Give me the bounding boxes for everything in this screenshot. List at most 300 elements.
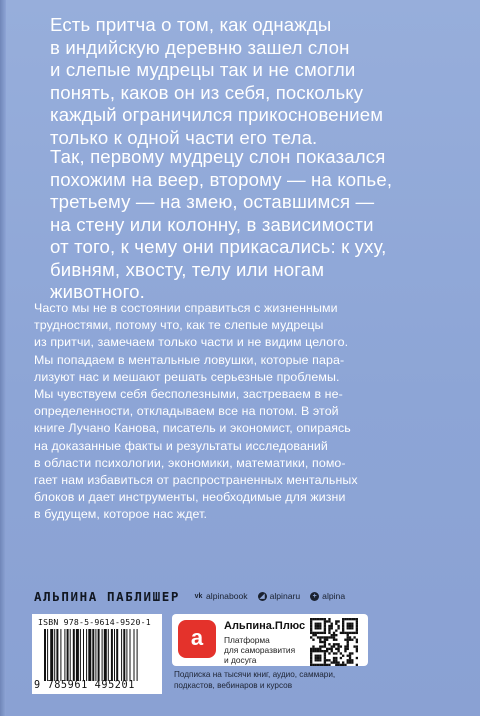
- qr-module: [317, 648, 319, 650]
- barcode-bar: [83, 629, 84, 681]
- barcode-bar: [121, 629, 122, 681]
- text-line: понять, каков он из себя, поскольку: [50, 81, 364, 103]
- qr-module: [333, 652, 335, 654]
- social-alpina: [310, 591, 345, 601]
- qr-module: [333, 643, 335, 645]
- qr-module: [321, 618, 323, 620]
- social-telegram: [258, 591, 301, 601]
- qr-module: [310, 636, 312, 638]
- qr-module: [315, 627, 317, 629]
- qr-module: [315, 655, 317, 657]
- qr-module: [324, 629, 326, 631]
- qr-module: [315, 623, 317, 625]
- text-line: гает нам избавиться от распространенных ментальных: [34, 473, 358, 488]
- qr-module: [331, 648, 333, 650]
- qr-module: [344, 650, 346, 652]
- qr-module: [356, 632, 358, 634]
- qr-module: [328, 629, 330, 631]
- qr-module: [356, 650, 358, 652]
- qr-module: [335, 629, 337, 631]
- text-line: Есть притча о том, как однажды: [50, 14, 332, 35]
- qr-module: [347, 625, 349, 627]
- qr-module: [337, 664, 339, 666]
- barcode-box: [32, 614, 162, 694]
- qr-module: [331, 636, 333, 638]
- qr-module: [349, 657, 351, 659]
- qr-module: [353, 618, 355, 620]
- qr-module: [326, 639, 328, 641]
- qr-module: [347, 655, 349, 657]
- qr-module: [337, 645, 339, 647]
- qr-module: [326, 620, 328, 622]
- telegram-icon: ◢: [259, 592, 265, 600]
- qr-module: [312, 618, 314, 620]
- qr-module: [324, 643, 326, 645]
- qr-module: [317, 657, 319, 659]
- qr-module: [328, 664, 330, 666]
- barcode-bar: [76, 629, 79, 681]
- qr-module: [315, 625, 317, 627]
- qr-module: [353, 636, 355, 638]
- qr-module: [337, 643, 339, 645]
- text-line: на стену или колонну, в зависимости: [50, 213, 374, 235]
- text-line: и слепые мудрецы так и не смогли: [50, 59, 356, 80]
- text-line: Мы попадаем в ментальные ловушки, которые пара-: [34, 352, 345, 367]
- qr-module: [335, 661, 337, 663]
- qr-module: [351, 661, 353, 663]
- qr-module: [315, 664, 317, 666]
- qr-module: [335, 652, 337, 654]
- qr-module: [324, 627, 326, 629]
- social-vk: [194, 591, 248, 601]
- qr-module: [319, 618, 321, 620]
- qr-module: [331, 645, 333, 647]
- social-telegram-label: alpinaru: [269, 591, 301, 601]
- qr-module: [356, 623, 358, 625]
- barcode-bar: [56, 629, 58, 681]
- qr-module: [324, 664, 326, 666]
- qr-module: [324, 623, 326, 625]
- qr-module: [324, 632, 326, 634]
- qr-module: [312, 650, 314, 652]
- vk-icon: vk: [194, 592, 203, 600]
- qr-module: [356, 648, 358, 650]
- qr-module: [317, 664, 319, 666]
- qr-module: [310, 657, 312, 659]
- qr-module: [356, 618, 358, 620]
- alpina-plus-logo-icon: a: [178, 620, 216, 658]
- promo-subtitle: Платформа для саморазвития и досуга: [224, 635, 296, 665]
- barcode-bar: [64, 629, 65, 681]
- qr-module: [342, 664, 344, 666]
- qr-module: [319, 641, 321, 643]
- qr-module: [340, 645, 342, 647]
- qr-module: [356, 639, 358, 641]
- parable-paragraph-2: [50, 146, 460, 304]
- qr-module: [333, 634, 335, 636]
- barcode-bar: [73, 629, 75, 681]
- isbn-text: ISBN 978-5-9614-9520-1: [38, 617, 151, 627]
- qr-module: [321, 645, 323, 647]
- qr-module: [349, 659, 351, 661]
- barcode-bar: [116, 629, 118, 681]
- qr-module: [337, 661, 339, 663]
- qr-module: [310, 659, 312, 661]
- qr-module: [331, 623, 333, 625]
- qr-module: [324, 657, 326, 659]
- qr-module: [353, 632, 355, 634]
- qr-module: [342, 629, 344, 631]
- qr-module: [317, 659, 319, 661]
- barcode-bar: [80, 629, 81, 681]
- qr-module: [317, 632, 319, 634]
- qr-code-icon: [310, 618, 358, 666]
- qr-module: [356, 657, 358, 659]
- qr-module: [319, 657, 321, 659]
- qr-module: [317, 636, 319, 638]
- text-line: трудностями, потому что, как те слепые мудрецы: [34, 318, 324, 333]
- qr-module: [342, 625, 344, 627]
- qr-module: [337, 625, 339, 627]
- qr-module: [347, 648, 349, 650]
- qr-module: [342, 620, 344, 622]
- qr-module: [342, 661, 344, 663]
- text-line: из притчи, замечаем только части и не видим целого.: [34, 335, 349, 350]
- qr-module: [356, 625, 358, 627]
- qr-module: [347, 639, 349, 641]
- social-vk-label: alpinabook: [206, 591, 248, 601]
- qr-module: [335, 620, 337, 622]
- barcode-bar: [123, 629, 125, 681]
- qr-module: [326, 650, 328, 652]
- qr-module: [328, 648, 330, 650]
- barcode-bar: [95, 629, 96, 681]
- qr-module: [356, 629, 358, 631]
- text-line: в индийскую деревню зашел слон: [50, 36, 350, 58]
- qr-module: [351, 627, 353, 629]
- barcode-bar: [137, 629, 138, 681]
- barcode-bar: [102, 629, 103, 681]
- qr-module: [347, 659, 349, 661]
- qr-module: [312, 664, 314, 666]
- barcode-bar: [86, 629, 87, 681]
- qr-module: [319, 650, 321, 652]
- qr-module: [324, 620, 326, 622]
- plus-icon: +: [310, 592, 319, 601]
- qr-module: [337, 627, 339, 629]
- qr-module: [324, 659, 326, 661]
- qr-module: [344, 664, 346, 666]
- qr-module: [310, 648, 312, 650]
- qr-module: [315, 618, 317, 620]
- text-line: лизуют нас и мешают решать серьезные проблемы.: [34, 369, 340, 384]
- qr-module: [340, 632, 342, 634]
- qr-module: [319, 645, 321, 647]
- qr-module: [342, 618, 344, 620]
- text-line: от того, к чему они прикасались: к уху,: [50, 236, 387, 257]
- qr-module: [324, 655, 326, 657]
- qr-module: [335, 659, 337, 661]
- text-line: определенности, откладываем все на потом. В этой: [34, 404, 339, 419]
- barcode-bar: [54, 629, 55, 681]
- qr-module: [333, 639, 335, 641]
- qr-module: [326, 648, 328, 650]
- qr-module: [349, 655, 351, 657]
- barcode-bar: [98, 629, 100, 681]
- text-line: в области психологии, экономики, математики, помо-: [34, 455, 346, 470]
- qr-module: [326, 664, 328, 666]
- qr-module: [333, 659, 335, 661]
- qr-module: [315, 650, 317, 652]
- qr-module: [333, 657, 335, 659]
- qr-module: [319, 632, 321, 634]
- qr-module: [344, 645, 346, 647]
- qr-module: [342, 623, 344, 625]
- qr-module: [310, 632, 312, 634]
- qr-module: [310, 620, 312, 622]
- qr-module: [310, 655, 312, 657]
- qr-module: [328, 652, 330, 654]
- text-line: третьему — на змею, оставшимся —: [50, 191, 375, 212]
- promo-caption: Подписка на тысячи книг, аудио, саммари, подкастов, вебинаров и курсов: [174, 670, 336, 690]
- qr-module: [351, 632, 353, 634]
- qr-module: [315, 634, 317, 636]
- qr-module: [324, 618, 326, 620]
- barcode-bar: [88, 629, 91, 681]
- text-line: Мы чувствуем себя бесполезными, застреваем в не-: [34, 387, 343, 402]
- qr-module: [331, 625, 333, 627]
- qr-module: [319, 627, 321, 629]
- qr-module: [324, 645, 326, 647]
- qr-module: [331, 634, 333, 636]
- text-line: книге Лучано Канова, писатель и экономист, опираясь: [34, 421, 351, 436]
- ean-text: 9 785961 495201: [34, 680, 136, 691]
- qr-module: [342, 655, 344, 657]
- qr-module: [319, 655, 321, 657]
- spine-edge: [0, 0, 6, 716]
- qr-module: [324, 641, 326, 643]
- qr-module: [337, 650, 339, 652]
- qr-module: [317, 625, 319, 627]
- qr-module: [319, 623, 321, 625]
- qr-module: [324, 639, 326, 641]
- text-line: блоков и дает инструменты, необходимые для жизни: [34, 490, 346, 505]
- qr-module: [328, 632, 330, 634]
- qr-module: [321, 636, 323, 638]
- text-line: бивням, хвосту, телу или ногам: [50, 258, 325, 280]
- qr-module: [317, 618, 319, 620]
- qr-module: [347, 636, 349, 638]
- qr-module: [326, 636, 328, 638]
- qr-module: [328, 627, 330, 629]
- qr-module: [315, 648, 317, 650]
- barcode-bar: [47, 629, 48, 681]
- qr-module: [326, 659, 328, 661]
- qr-module: [315, 659, 317, 661]
- qr-module: [312, 645, 314, 647]
- barcode-bar: [67, 629, 69, 681]
- qr-module: [337, 648, 339, 650]
- qr-module: [349, 632, 351, 634]
- qr-module: [349, 636, 351, 638]
- qr-module: [324, 652, 326, 654]
- qr-module: [319, 625, 321, 627]
- qr-module: [349, 639, 351, 641]
- qr-module: [331, 661, 333, 663]
- qr-module: [312, 632, 314, 634]
- qr-module: [310, 650, 312, 652]
- qr-module: [333, 632, 335, 634]
- qr-module: [351, 659, 353, 661]
- qr-module: [347, 634, 349, 636]
- qr-module: [321, 664, 323, 666]
- qr-module: [342, 632, 344, 634]
- qr-module: [333, 661, 335, 663]
- barcode-bar: [134, 629, 135, 681]
- qr-module: [312, 639, 314, 641]
- qr-module: [324, 625, 326, 627]
- qr-module: [356, 641, 358, 643]
- qr-module: [342, 627, 344, 629]
- qr-module: [349, 623, 351, 625]
- text-line: животного.: [50, 281, 145, 302]
- social-alpina-label: alpina: [322, 591, 346, 601]
- qr-module: [321, 641, 323, 643]
- qr-module: [310, 664, 312, 666]
- qr-module: [349, 627, 351, 629]
- description-paragraph: [34, 300, 450, 524]
- qr-module: [347, 645, 349, 647]
- qr-module: [333, 645, 335, 647]
- qr-module: [335, 643, 337, 645]
- qr-module: [312, 634, 314, 636]
- qr-module: [310, 618, 312, 620]
- promo-title: Альпина.Плюс: [224, 620, 306, 632]
- qr-module: [340, 652, 342, 654]
- qr-module: [340, 657, 342, 659]
- qr-module: [310, 627, 312, 629]
- qr-module: [324, 636, 326, 638]
- qr-module: [310, 652, 312, 654]
- text-line: похожим на веер, второму — на копье,: [50, 168, 393, 190]
- qr-module: [349, 625, 351, 627]
- qr-module: [328, 618, 330, 620]
- qr-module: [351, 623, 353, 625]
- barcode-bar: [50, 629, 53, 681]
- barcode-bar: [108, 629, 109, 681]
- text-line: в будущем, которое нас ждет.: [34, 507, 208, 522]
- qr-module: [324, 650, 326, 652]
- qr-module: [310, 661, 312, 663]
- barcode-bars: [44, 629, 150, 681]
- qr-module: [351, 639, 353, 641]
- barcode-bar: [111, 629, 113, 681]
- qr-module: [349, 618, 351, 620]
- qr-module: [319, 659, 321, 661]
- qr-module: [328, 659, 330, 661]
- qr-module: [328, 625, 330, 627]
- qr-module: [351, 652, 353, 654]
- qr-module: [347, 643, 349, 645]
- text-line: только к одной части его тела.: [50, 126, 318, 148]
- qr-module: [319, 648, 321, 650]
- qr-module: [356, 664, 358, 666]
- barcode-bar: [60, 629, 61, 681]
- qr-module: [319, 639, 321, 641]
- qr-module: [349, 661, 351, 663]
- qr-module: [340, 664, 342, 666]
- barcode-bar: [92, 629, 94, 681]
- qr-module: [328, 643, 330, 645]
- qr-module: [349, 652, 351, 654]
- qr-module: [347, 661, 349, 663]
- qr-module: [335, 623, 337, 625]
- qr-module: [315, 632, 317, 634]
- qr-module: [321, 650, 323, 652]
- qr-module: [335, 639, 337, 641]
- barcode-bar: [104, 629, 107, 681]
- text-line: на доказанные факты и результаты исследований: [34, 438, 328, 453]
- qr-module: [315, 657, 317, 659]
- qr-module: [319, 664, 321, 666]
- qr-module: [331, 650, 333, 652]
- qr-module: [331, 627, 333, 629]
- parable-paragraph-1: [50, 14, 460, 149]
- qr-module: [356, 645, 358, 647]
- qr-module: [317, 627, 319, 629]
- publisher-row: [34, 588, 454, 604]
- text-line: Так, первому мудрецу слон показался: [50, 146, 386, 167]
- qr-module: [324, 661, 326, 663]
- barcode-bar: [70, 629, 71, 681]
- qr-module: [335, 657, 337, 659]
- qr-module: [356, 620, 358, 622]
- qr-module: [319, 636, 321, 638]
- barcode-bar: [130, 629, 131, 681]
- qr-module: [347, 627, 349, 629]
- qr-module: [321, 632, 323, 634]
- qr-module: [356, 627, 358, 629]
- qr-module: [312, 648, 314, 650]
- qr-module: [337, 620, 339, 622]
- qr-module: [351, 625, 353, 627]
- qr-module: [344, 639, 346, 641]
- qr-module: [335, 664, 337, 666]
- barcode-bar: [126, 629, 127, 681]
- qr-module: [328, 620, 330, 622]
- qr-module: [347, 623, 349, 625]
- qr-module: [344, 618, 346, 620]
- qr-module: [310, 629, 312, 631]
- qr-module: [328, 636, 330, 638]
- qr-module: [317, 655, 319, 657]
- qr-module: [317, 623, 319, 625]
- qr-module: [310, 625, 312, 627]
- qr-module: [317, 650, 319, 652]
- qr-module: [351, 618, 353, 620]
- qr-module: [335, 634, 337, 636]
- qr-module: [347, 632, 349, 634]
- text-line: Часто мы не в состоянии справиться с жизненными: [34, 301, 338, 315]
- publisher-logo: АЛЬПИНА ПАБЛИШЕР: [34, 588, 181, 604]
- qr-module: [347, 618, 349, 620]
- qr-module: [344, 648, 346, 650]
- qr-module: [347, 641, 349, 643]
- qr-module: [344, 632, 346, 634]
- barcode-bar: [114, 629, 115, 681]
- qr-module: [335, 648, 337, 650]
- text-line: каждый ограничился прикосновением: [50, 104, 384, 125]
